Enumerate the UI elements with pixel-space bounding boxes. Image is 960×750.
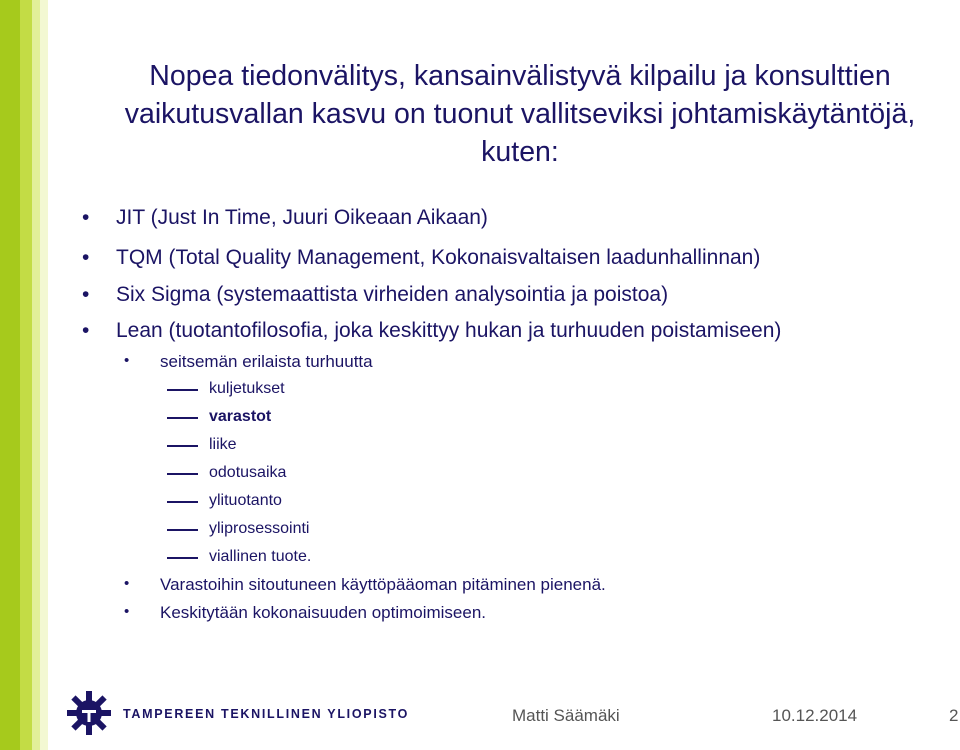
- bullet-icon: •: [124, 575, 130, 592]
- waste-text: viallinen tuote.: [209, 548, 312, 565]
- dash-icon: [167, 529, 198, 531]
- accent-stripe: [32, 0, 40, 750]
- university-name: TAMPEREEN TEKNILLINEN YLIOPISTO: [123, 707, 410, 721]
- waste-text: varastot: [209, 408, 272, 425]
- bullet-text: Lean (tuotantofilosofia, joka keskittyy hukan ja turhuuden poistamiseen): [116, 319, 782, 342]
- waste-text: odotusaika: [209, 464, 287, 481]
- bullet-icon: •: [82, 319, 90, 342]
- footer-author: Matti Säämäki: [512, 706, 620, 725]
- bullet-icon: •: [124, 603, 130, 620]
- bullet-icon: •: [82, 206, 90, 229]
- dash-icon: [167, 445, 198, 447]
- bullet-icon: •: [124, 352, 130, 369]
- accent-stripe: [40, 0, 48, 750]
- bullet-icon: •: [82, 283, 90, 306]
- university-logo-icon: [66, 690, 112, 736]
- bullet-icon: •: [82, 246, 90, 269]
- waste-text: ylituotanto: [209, 492, 282, 509]
- waste-text: liike: [209, 436, 237, 453]
- page-number: 2: [949, 706, 959, 725]
- accent-stripe: [20, 0, 32, 750]
- sub-bullet-text: Keskitytään kokonaisuuden optimoimiseen.: [160, 603, 487, 622]
- dash-icon: [167, 473, 198, 475]
- sub-bullet-text: seitsemän erilaista turhuutta: [160, 352, 373, 371]
- dash-icon: [167, 389, 198, 391]
- sub-bullet-text: Varastoihin sitoutuneen käyttöpääoman pitäminen pienenä.: [160, 575, 606, 594]
- footer-date: 10.12.2014: [772, 706, 858, 725]
- bullet-text: JIT (Just In Time, Juuri Oikeaan Aikaan): [116, 206, 488, 229]
- title-line: vaikutusvallan kasvu on tuonut vallitseviksi johtamiskäytäntöjä,: [124, 98, 916, 130]
- dash-icon: [167, 501, 198, 503]
- bullet-text: Six Sigma (systemaattista virheiden analysointia ja poistoa): [116, 283, 669, 306]
- dash-icon: [167, 557, 198, 559]
- waste-text: yliprosessointi: [209, 520, 310, 537]
- title-line: Nopea tiedonvälitys, kansainvälistyvä kilpailu ja konsulttien: [149, 60, 891, 92]
- waste-text: kuljetukset: [209, 380, 285, 397]
- bullet-text: TQM (Total Quality Management, Kokonaisvaltaisen laadunhallinnan): [116, 246, 761, 269]
- accent-stripe: [0, 0, 20, 750]
- title-line: kuten:: [481, 136, 559, 168]
- slide-title: [80, 57, 960, 171]
- dash-icon: [167, 417, 198, 419]
